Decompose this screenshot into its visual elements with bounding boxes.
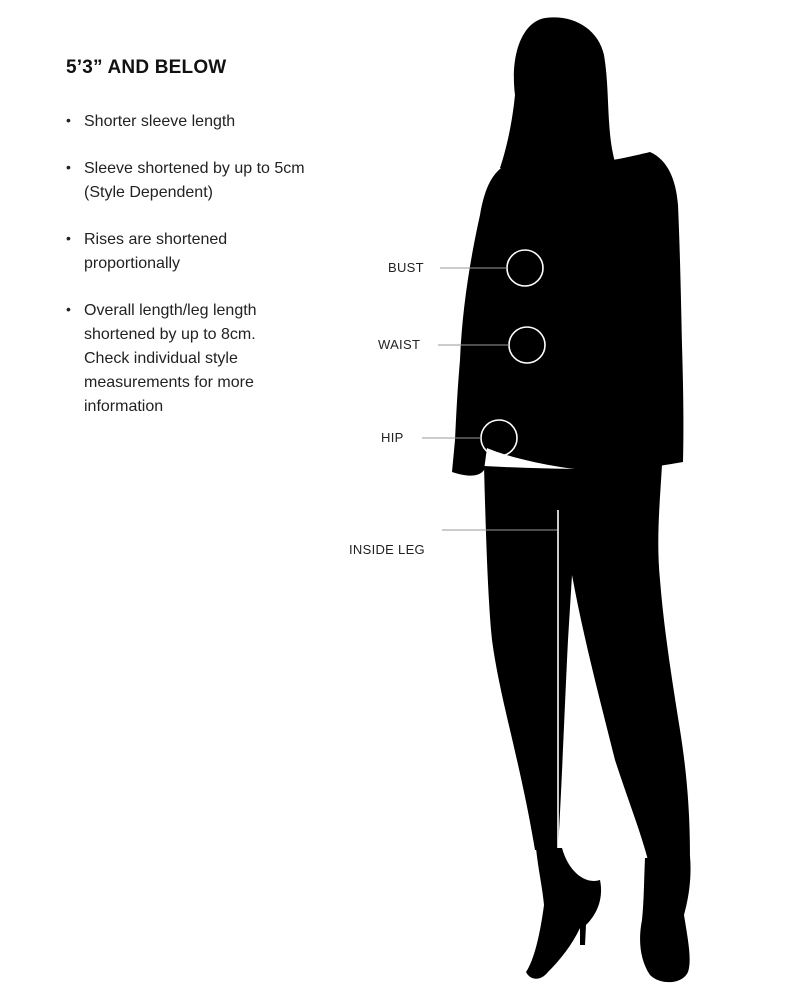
bullet-icon: •	[66, 159, 71, 175]
list-item-text: Overall length/leg length shortened by up to 8cm. Check individual style measurements for more information	[84, 302, 257, 415]
list-item-text: Rises are shortened proportionally	[84, 231, 228, 272]
inside-leg-label: INSIDE LEG	[349, 542, 425, 557]
bullet-icon: •	[66, 301, 71, 317]
hair-shape	[500, 17, 615, 170]
list-item-text: Shorter sleeve length	[84, 113, 236, 130]
jacket-shape	[452, 152, 683, 476]
bullet-icon: •	[66, 112, 71, 128]
waist-label: WAIST	[378, 337, 421, 352]
trousers-shape	[484, 465, 690, 860]
bullet-icon: •	[66, 230, 71, 246]
bust-label: BUST	[388, 260, 424, 275]
list-item-text: Sleeve shortened by up to 5cm (Style Dependent)	[84, 160, 305, 201]
hip-label: HIP	[381, 430, 404, 445]
page-title: 5’3” AND BELOW	[66, 57, 227, 78]
woman-silhouette-icon	[452, 17, 691, 982]
left-shoe-shape	[526, 848, 601, 979]
right-shoe-shape	[640, 856, 690, 982]
